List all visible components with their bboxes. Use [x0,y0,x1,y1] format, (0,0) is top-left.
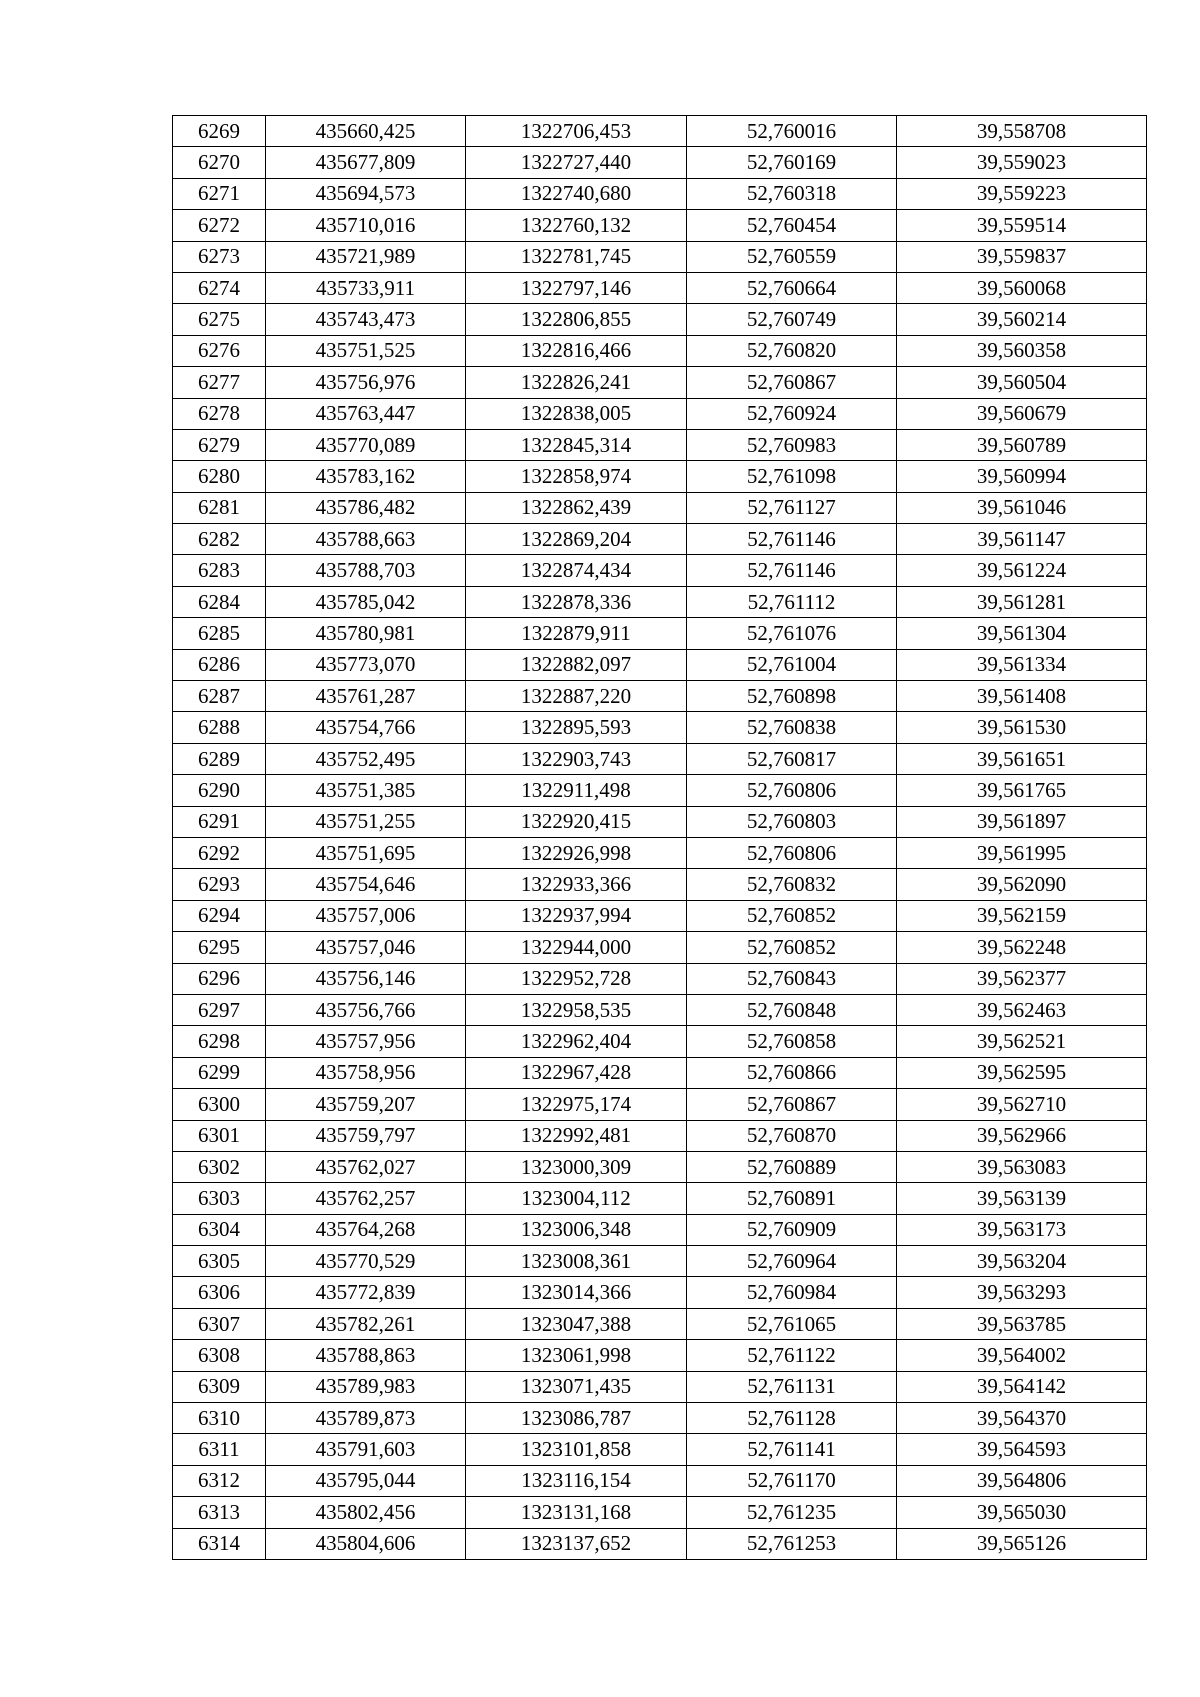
coordinate-table [172,115,1147,1560]
table-row [173,1497,1147,1528]
x-coordinate-cell: 435783,162 [266,461,466,492]
y-coordinate-cell: 1323004,112 [466,1183,687,1214]
y-coordinate-cell: 1322878,336 [466,586,687,617]
table-row [173,963,1147,994]
longitude-cell: 39,562248 [897,932,1147,963]
y-coordinate-cell: 1322862,439 [466,492,687,523]
longitude-cell: 39,562595 [897,1057,1147,1088]
latitude-cell: 52,760454 [687,210,897,241]
latitude-cell: 52,761146 [687,524,897,555]
point-number-cell: 6311 [173,1434,266,1465]
table-row [173,775,1147,806]
longitude-cell: 39,564002 [897,1340,1147,1371]
table-row [173,524,1147,555]
y-coordinate-cell: 1322933,366 [466,869,687,900]
point-number-cell: 6271 [173,178,266,209]
longitude-cell: 39,564142 [897,1371,1147,1402]
table-row [173,1340,1147,1371]
point-number-cell: 6307 [173,1308,266,1339]
x-coordinate-cell: 435757,046 [266,932,466,963]
y-coordinate-cell: 1322944,000 [466,932,687,963]
x-coordinate-cell: 435804,606 [266,1528,466,1559]
point-number-cell: 6301 [173,1120,266,1151]
longitude-cell: 39,563785 [897,1308,1147,1339]
table-row [173,586,1147,617]
latitude-cell: 52,761141 [687,1434,897,1465]
table-row [173,461,1147,492]
point-number-cell: 6274 [173,272,266,303]
latitude-cell: 52,761170 [687,1465,897,1496]
table-row [173,241,1147,272]
latitude-cell: 52,761076 [687,618,897,649]
x-coordinate-cell: 435791,603 [266,1434,466,1465]
x-coordinate-cell: 435789,983 [266,1371,466,1402]
y-coordinate-cell: 1322845,314 [466,429,687,460]
longitude-cell: 39,562966 [897,1120,1147,1151]
point-number-cell: 6292 [173,837,266,868]
latitude-cell: 52,760016 [687,116,897,147]
x-coordinate-cell: 435802,456 [266,1497,466,1528]
table-row [173,492,1147,523]
longitude-cell: 39,562090 [897,869,1147,900]
latitude-cell: 52,760984 [687,1277,897,1308]
point-number-cell: 6288 [173,712,266,743]
longitude-cell: 39,561651 [897,743,1147,774]
x-coordinate-cell: 435756,976 [266,367,466,398]
table-row [173,1528,1147,1559]
latitude-cell: 52,760909 [687,1214,897,1245]
point-number-cell: 6298 [173,1026,266,1057]
longitude-cell: 39,561530 [897,712,1147,743]
x-coordinate-cell: 435782,261 [266,1308,466,1339]
longitude-cell: 39,560789 [897,429,1147,460]
x-coordinate-cell: 435756,146 [266,963,466,994]
y-coordinate-cell: 1322926,998 [466,837,687,868]
point-number-cell: 6284 [173,586,266,617]
table-row [173,1183,1147,1214]
latitude-cell: 52,760867 [687,1089,897,1120]
latitude-cell: 52,760866 [687,1057,897,1088]
x-coordinate-cell: 435660,425 [266,116,466,147]
y-coordinate-cell: 1323137,652 [466,1528,687,1559]
point-number-cell: 6306 [173,1277,266,1308]
table-row [173,272,1147,303]
x-coordinate-cell: 435754,646 [266,869,466,900]
y-coordinate-cell: 1323131,168 [466,1497,687,1528]
y-coordinate-cell: 1322879,911 [466,618,687,649]
point-number-cell: 6281 [173,492,266,523]
latitude-cell: 52,760832 [687,869,897,900]
longitude-cell: 39,561046 [897,492,1147,523]
longitude-cell: 39,561897 [897,806,1147,837]
y-coordinate-cell: 1323116,154 [466,1465,687,1496]
x-coordinate-cell: 435773,070 [266,649,466,680]
latitude-cell: 52,761253 [687,1528,897,1559]
point-number-cell: 6305 [173,1246,266,1277]
y-coordinate-cell: 1322797,146 [466,272,687,303]
point-number-cell: 6290 [173,775,266,806]
x-coordinate-cell: 435752,495 [266,743,466,774]
longitude-cell: 39,561765 [897,775,1147,806]
table-row [173,367,1147,398]
x-coordinate-cell: 435788,703 [266,555,466,586]
latitude-cell: 52,760891 [687,1183,897,1214]
y-coordinate-cell: 1323047,388 [466,1308,687,1339]
table-row [173,618,1147,649]
x-coordinate-cell: 435694,573 [266,178,466,209]
point-number-cell: 6299 [173,1057,266,1088]
y-coordinate-cell: 1322975,174 [466,1089,687,1120]
longitude-cell: 39,560504 [897,367,1147,398]
point-number-cell: 6294 [173,900,266,931]
longitude-cell: 39,565126 [897,1528,1147,1559]
y-coordinate-cell: 1322903,743 [466,743,687,774]
longitude-cell: 39,564806 [897,1465,1147,1496]
x-coordinate-cell: 435780,981 [266,618,466,649]
table-row [173,806,1147,837]
table-row [173,1434,1147,1465]
y-coordinate-cell: 1322838,005 [466,398,687,429]
longitude-cell: 39,559837 [897,241,1147,272]
latitude-cell: 52,760852 [687,900,897,931]
latitude-cell: 52,760318 [687,178,897,209]
x-coordinate-cell: 435754,766 [266,712,466,743]
table-row [173,932,1147,963]
y-coordinate-cell: 1322962,404 [466,1026,687,1057]
longitude-cell: 39,559514 [897,210,1147,241]
point-number-cell: 6287 [173,681,266,712]
longitude-cell: 39,559023 [897,147,1147,178]
table-row [173,743,1147,774]
table-row [173,1214,1147,1245]
y-coordinate-cell: 1322727,440 [466,147,687,178]
latitude-cell: 52,760806 [687,775,897,806]
point-number-cell: 6296 [173,963,266,994]
longitude-cell: 39,563204 [897,1246,1147,1277]
y-coordinate-cell: 1322920,415 [466,806,687,837]
latitude-cell: 52,760848 [687,994,897,1025]
latitude-cell: 52,760843 [687,963,897,994]
x-coordinate-cell: 435751,255 [266,806,466,837]
point-number-cell: 6282 [173,524,266,555]
x-coordinate-cell: 435757,956 [266,1026,466,1057]
point-number-cell: 6313 [173,1497,266,1528]
table-row [173,304,1147,335]
table-row [173,1277,1147,1308]
point-number-cell: 6303 [173,1183,266,1214]
latitude-cell: 52,760559 [687,241,897,272]
latitude-cell: 52,760806 [687,837,897,868]
y-coordinate-cell: 1323014,366 [466,1277,687,1308]
y-coordinate-cell: 1323061,998 [466,1340,687,1371]
longitude-cell: 39,562521 [897,1026,1147,1057]
latitude-cell: 52,761065 [687,1308,897,1339]
point-number-cell: 6273 [173,241,266,272]
x-coordinate-cell: 435770,089 [266,429,466,460]
table-row [173,1120,1147,1151]
point-number-cell: 6272 [173,210,266,241]
table-row [173,1026,1147,1057]
longitude-cell: 39,564593 [897,1434,1147,1465]
y-coordinate-cell: 1322869,204 [466,524,687,555]
table-row [173,681,1147,712]
x-coordinate-cell: 435721,989 [266,241,466,272]
point-number-cell: 6304 [173,1214,266,1245]
table-row [173,1308,1147,1339]
table-row [173,1151,1147,1182]
y-coordinate-cell: 1322826,241 [466,367,687,398]
latitude-cell: 52,760838 [687,712,897,743]
longitude-cell: 39,560214 [897,304,1147,335]
latitude-cell: 52,760898 [687,681,897,712]
y-coordinate-cell: 1322895,593 [466,712,687,743]
y-coordinate-cell: 1323086,787 [466,1403,687,1434]
longitude-cell: 39,561408 [897,681,1147,712]
y-coordinate-cell: 1322781,745 [466,241,687,272]
longitude-cell: 39,561147 [897,524,1147,555]
table-row [173,837,1147,868]
longitude-cell: 39,565030 [897,1497,1147,1528]
point-number-cell: 6269 [173,116,266,147]
point-number-cell: 6293 [173,869,266,900]
point-number-cell: 6277 [173,367,266,398]
latitude-cell: 52,760749 [687,304,897,335]
x-coordinate-cell: 435788,663 [266,524,466,555]
longitude-cell: 39,558708 [897,116,1147,147]
point-number-cell: 6300 [173,1089,266,1120]
table-row [173,649,1147,680]
latitude-cell: 52,761004 [687,649,897,680]
point-number-cell: 6295 [173,932,266,963]
latitude-cell: 52,761146 [687,555,897,586]
point-number-cell: 6297 [173,994,266,1025]
y-coordinate-cell: 1323101,858 [466,1434,687,1465]
point-number-cell: 6279 [173,429,266,460]
table-row [173,1465,1147,1496]
longitude-cell: 39,560679 [897,398,1147,429]
y-coordinate-cell: 1322882,097 [466,649,687,680]
y-coordinate-cell: 1322858,974 [466,461,687,492]
x-coordinate-cell: 435743,473 [266,304,466,335]
x-coordinate-cell: 435758,956 [266,1057,466,1088]
longitude-cell: 39,561281 [897,586,1147,617]
latitude-cell: 52,760924 [687,398,897,429]
y-coordinate-cell: 1322952,728 [466,963,687,994]
x-coordinate-cell: 435677,809 [266,147,466,178]
point-number-cell: 6280 [173,461,266,492]
x-coordinate-cell: 435789,873 [266,1403,466,1434]
x-coordinate-cell: 435788,863 [266,1340,466,1371]
x-coordinate-cell: 435770,529 [266,1246,466,1277]
point-number-cell: 6314 [173,1528,266,1559]
longitude-cell: 39,560994 [897,461,1147,492]
point-number-cell: 6285 [173,618,266,649]
longitude-cell: 39,561334 [897,649,1147,680]
longitude-cell: 39,562710 [897,1089,1147,1120]
latitude-cell: 52,761235 [687,1497,897,1528]
latitude-cell: 52,760867 [687,367,897,398]
latitude-cell: 52,760852 [687,932,897,963]
x-coordinate-cell: 435751,695 [266,837,466,868]
latitude-cell: 52,760964 [687,1246,897,1277]
latitude-cell: 52,760820 [687,335,897,366]
y-coordinate-cell: 1322967,428 [466,1057,687,1088]
table-row [173,1371,1147,1402]
table-row [173,712,1147,743]
y-coordinate-cell: 1323008,361 [466,1246,687,1277]
table-body [173,116,1147,1560]
point-number-cell: 6291 [173,806,266,837]
longitude-cell: 39,564370 [897,1403,1147,1434]
y-coordinate-cell: 1322816,466 [466,335,687,366]
x-coordinate-cell: 435751,385 [266,775,466,806]
table-row [173,210,1147,241]
x-coordinate-cell: 435761,287 [266,681,466,712]
table-row [173,335,1147,366]
table-row [173,147,1147,178]
x-coordinate-cell: 435710,016 [266,210,466,241]
latitude-cell: 52,760858 [687,1026,897,1057]
longitude-cell: 39,562463 [897,994,1147,1025]
y-coordinate-cell: 1322887,220 [466,681,687,712]
latitude-cell: 52,761127 [687,492,897,523]
x-coordinate-cell: 435733,911 [266,272,466,303]
longitude-cell: 39,563293 [897,1277,1147,1308]
latitude-cell: 52,760889 [687,1151,897,1182]
table-row [173,1246,1147,1277]
x-coordinate-cell: 435757,006 [266,900,466,931]
longitude-cell: 39,560068 [897,272,1147,303]
x-coordinate-cell: 435764,268 [266,1214,466,1245]
y-coordinate-cell: 1322706,453 [466,116,687,147]
y-coordinate-cell: 1323071,435 [466,1371,687,1402]
table-row [173,178,1147,209]
table-row [173,1403,1147,1434]
y-coordinate-cell: 1322760,132 [466,210,687,241]
y-coordinate-cell: 1323006,348 [466,1214,687,1245]
x-coordinate-cell: 435759,797 [266,1120,466,1151]
x-coordinate-cell: 435785,042 [266,586,466,617]
latitude-cell: 52,760803 [687,806,897,837]
point-number-cell: 6312 [173,1465,266,1496]
longitude-cell: 39,562159 [897,900,1147,931]
latitude-cell: 52,760817 [687,743,897,774]
longitude-cell: 39,561995 [897,837,1147,868]
longitude-cell: 39,559223 [897,178,1147,209]
point-number-cell: 6270 [173,147,266,178]
longitude-cell: 39,562377 [897,963,1147,994]
latitude-cell: 52,761128 [687,1403,897,1434]
table-row [173,1089,1147,1120]
latitude-cell: 52,761112 [687,586,897,617]
latitude-cell: 52,760870 [687,1120,897,1151]
table-row [173,429,1147,460]
table-row [173,116,1147,147]
latitude-cell: 52,760664 [687,272,897,303]
longitude-cell: 39,563083 [897,1151,1147,1182]
latitude-cell: 52,761122 [687,1340,897,1371]
point-number-cell: 6308 [173,1340,266,1371]
latitude-cell: 52,760983 [687,429,897,460]
longitude-cell: 39,563139 [897,1183,1147,1214]
longitude-cell: 39,563173 [897,1214,1147,1245]
x-coordinate-cell: 435762,027 [266,1151,466,1182]
latitude-cell: 52,761098 [687,461,897,492]
point-number-cell: 6310 [173,1403,266,1434]
x-coordinate-cell: 435762,257 [266,1183,466,1214]
y-coordinate-cell: 1322874,434 [466,555,687,586]
x-coordinate-cell: 435763,447 [266,398,466,429]
longitude-cell: 39,561224 [897,555,1147,586]
longitude-cell: 39,561304 [897,618,1147,649]
point-number-cell: 6275 [173,304,266,335]
y-coordinate-cell: 1322911,498 [466,775,687,806]
y-coordinate-cell: 1322992,481 [466,1120,687,1151]
longitude-cell: 39,560358 [897,335,1147,366]
table-row [173,994,1147,1025]
point-number-cell: 6289 [173,743,266,774]
point-number-cell: 6278 [173,398,266,429]
point-number-cell: 6302 [173,1151,266,1182]
x-coordinate-cell: 435751,525 [266,335,466,366]
point-number-cell: 6309 [173,1371,266,1402]
x-coordinate-cell: 435786,482 [266,492,466,523]
x-coordinate-cell: 435756,766 [266,994,466,1025]
y-coordinate-cell: 1322806,855 [466,304,687,335]
latitude-cell: 52,761131 [687,1371,897,1402]
point-number-cell: 6283 [173,555,266,586]
latitude-cell: 52,760169 [687,147,897,178]
table-row [173,869,1147,900]
x-coordinate-cell: 435772,839 [266,1277,466,1308]
table-row [173,1057,1147,1088]
y-coordinate-cell: 1322740,680 [466,178,687,209]
x-coordinate-cell: 435759,207 [266,1089,466,1120]
table-row [173,900,1147,931]
x-coordinate-cell: 435795,044 [266,1465,466,1496]
point-number-cell: 6286 [173,649,266,680]
table-row [173,398,1147,429]
y-coordinate-cell: 1323000,309 [466,1151,687,1182]
y-coordinate-cell: 1322937,994 [466,900,687,931]
point-number-cell: 6276 [173,335,266,366]
y-coordinate-cell: 1322958,535 [466,994,687,1025]
table-row [173,555,1147,586]
